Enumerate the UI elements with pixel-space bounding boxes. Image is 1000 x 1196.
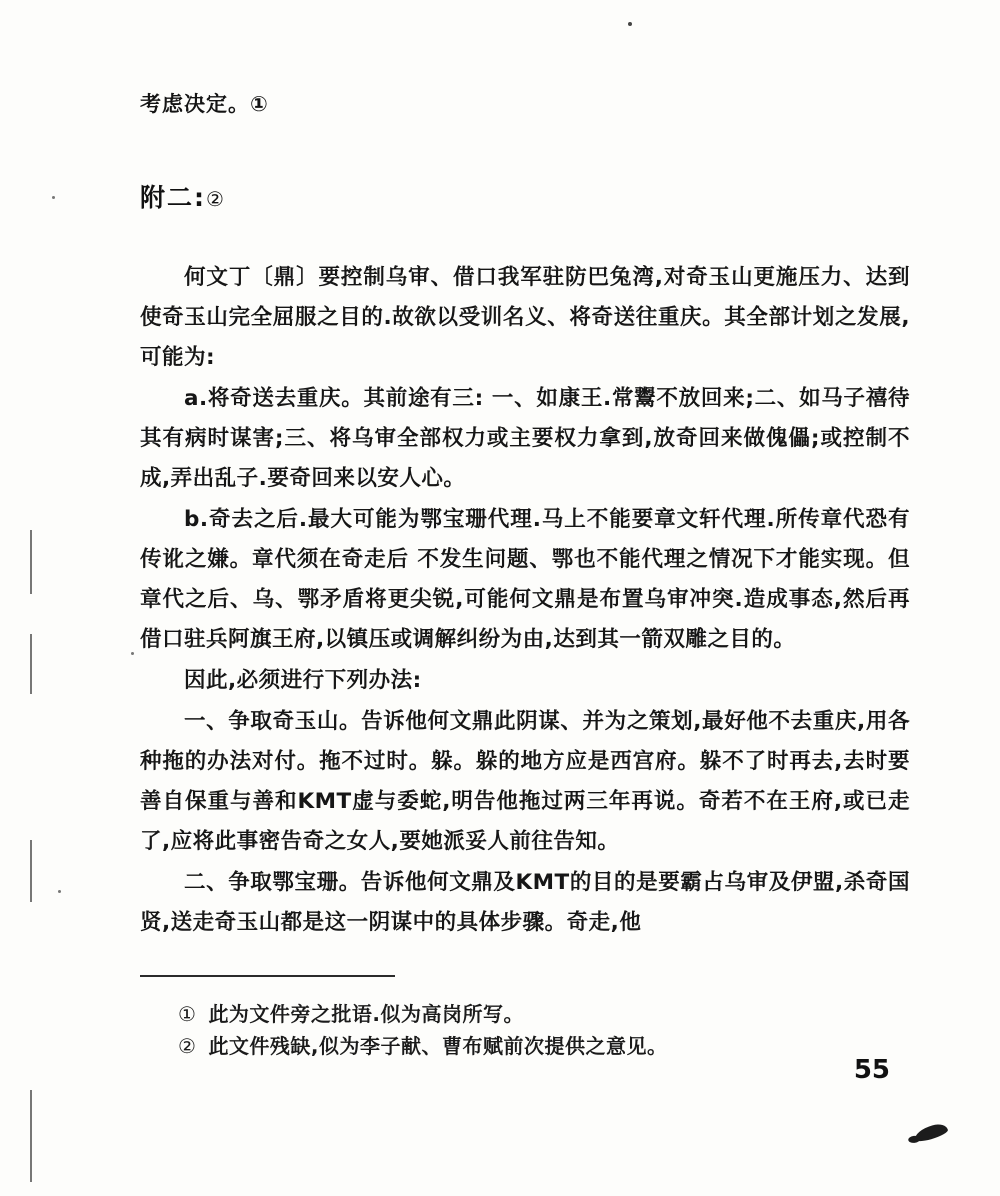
scan-speck (52, 196, 55, 199)
scan-edge-mark (30, 1090, 32, 1182)
footnote-text: 此为文件旁之批语.似为高岗所写。 (208, 1002, 525, 1026)
section-heading (140, 178, 910, 214)
page-number: 55 (853, 1055, 890, 1085)
paragraph: b.奇去之后.最大可能为鄂宝珊代理.马上不能要章文轩代理.所传章代恐有传讹之嫌。章代须在奇走后 不发生问题、鄂也不能代理之情况下才能实现。但章代之后、乌、鄂矛盾将更尖锐,可能何文鼎是布置乌审冲突.造成事态,然后再借口驻兵阿旗王府,以镇压或调解纠纷为由,达到其一箭双雕之目的。 (140, 507, 910, 652)
footnote-item (178, 998, 918, 1030)
page-body (140, 88, 910, 943)
footnote-marker-2: ② (206, 187, 226, 211)
scan-speck-top (628, 22, 632, 26)
section-heading-text: 附二: (140, 183, 206, 212)
footnote-marker: ② (178, 1034, 197, 1058)
footnote-text: 此文件残缺,似为李子献、曹布赋前次提供之意见。 (208, 1034, 668, 1058)
body-paragraphs (140, 258, 910, 943)
scan-speck (131, 652, 134, 655)
footnote-list (178, 998, 918, 1062)
paragraph: 一、争取奇玉山。告诉他何文鼎此阴谋、并为之策划,最好他不去重庆,用各种拖的办法对付。拖不过时。躲。躲的地方应是西宫府。躲不了时再去,去时要善自保重与善和KMT虚与委蛇,明告他拖过两三年再说。奇若不在王府,或已走了,应将此事密告奇之女人,要她派妥人前往告知。 (140, 709, 910, 854)
scan-edge-mark (30, 530, 32, 594)
scan-speck (58, 890, 61, 893)
footnote-item (178, 1030, 918, 1062)
continuation-line: 考虑决定。① (140, 92, 269, 116)
paragraph: 二、争取鄂宝珊。告诉他何文鼎及KMT的目的是要霸占乌审及伊盟,杀奇国贤,送走奇玉山都是这一阴谋中的具体步骤。奇走,他 (140, 870, 910, 935)
paragraph: a.将奇送去重庆。其前途有三: 一、如康王.常鬻不放回来;二、如马子禧待其有病时谋害;三、将乌审全部权力或主要权力拿到,放奇回来做傀儡;或控制不成,弄出乱子.要奇回来以安人心。 (140, 386, 910, 491)
footnote-marker: ① (178, 1002, 197, 1026)
scan-edge-mark (30, 634, 32, 694)
paragraph: 何文丁〔鼎〕要控制乌审、借口我军驻防巴兔湾,对奇玉山更施压力、达到使奇玉山完全屈服之目的.故欲以受训名义、将奇送往重庆。其全部计划之发展,可能为: (140, 265, 910, 370)
ink-smudge (913, 1122, 949, 1144)
scan-edge-mark (30, 840, 32, 902)
footnote-divider (140, 975, 395, 977)
paragraph: 因此,必须进行下列办法: (184, 668, 422, 693)
